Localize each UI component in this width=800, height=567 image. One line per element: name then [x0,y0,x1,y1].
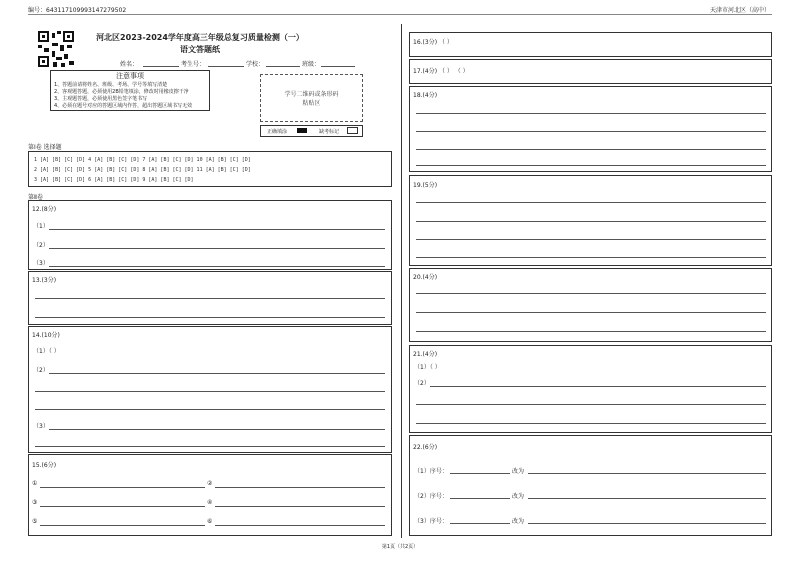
answer-line[interactable] [416,202,766,203]
q15-c5: ⑤ [32,518,38,525]
q15-c6: ⑥ [207,518,213,525]
absent-mark-checkbox[interactable] [347,127,358,134]
change-to-label: 改为 [512,493,525,500]
q14-box [28,326,392,453]
q19-title: 19.(5分) [413,182,438,189]
exam-title: 河北区2023-2024学年度高三年级总复习质量检测（一） [96,33,304,42]
correct-fill-label: 正确填涂 [267,129,288,135]
answer-line[interactable] [40,525,205,526]
answer-line[interactable] [215,525,385,526]
sequence-input[interactable] [450,523,510,524]
q21-box [409,345,772,433]
notes-item: 4、必须在题号对应的答题区域内作答，超出答题区域书写无效 [54,103,193,109]
q13-box [28,271,392,325]
q20-title: 20.(4分) [413,274,438,281]
q16-box [409,32,772,57]
school-label: 学校： [246,61,265,68]
answer-line[interactable] [416,312,766,313]
column-divider [401,24,402,538]
answer-line[interactable] [49,248,385,249]
q15-box [28,454,392,536]
mc-row[interactable]: 1 [A] [B] [C] [D] 4 [A] [B] [C] [D] 7 [A] [B] [C] [D] 10 [A] [B] [C] [D] [34,157,251,163]
answer-line[interactable] [35,298,385,299]
header-rule [28,14,772,15]
answer-line[interactable] [416,404,766,405]
name-label: 姓名： [120,61,139,68]
q22-box [409,435,772,536]
answer-line[interactable] [215,506,385,507]
answer-line[interactable] [416,149,766,150]
answer-line[interactable] [35,391,385,392]
q21-sub1: （1）（ ） [414,364,441,371]
exam-no-input[interactable] [208,66,244,67]
q12-box [28,200,392,270]
fill-legend [260,125,363,137]
notes-item: 3、主观题答题，必须使用黑色签字笔书写 [54,96,148,102]
q14-sub3: （3） [33,423,49,430]
q14-sub1: （1）（ ） [33,348,60,355]
exam-no-label: 考生号： [181,61,206,68]
notes-title: 注意事项 [116,72,144,80]
answer-line[interactable] [416,423,766,424]
q17-title: 17.(4分) （ ） （ ） [413,68,469,75]
answer-line[interactable] [49,266,385,267]
sheet-title: 语文答题纸 [180,45,220,54]
multiple-choice-box [28,151,392,187]
answer-line[interactable] [430,386,766,387]
sequence-input[interactable] [450,473,510,474]
answer-line[interactable] [416,165,766,166]
section2-label: 第Ⅱ卷 [28,194,43,201]
q22-row1-label: （1）序号： [414,468,448,475]
class-label: 班级： [302,61,321,68]
q22-row3-label: （3）序号： [414,518,448,525]
q16-title: 16.(3分) （ ） [413,39,453,46]
q12-title: 12.(8分) [32,206,57,213]
answer-line[interactable] [528,473,766,474]
answer-line[interactable] [416,293,766,294]
notes-item: 1、答题前请将姓名、班级、考场、学号等填写清楚 [54,82,168,88]
section1-label: 第Ⅰ卷 选择题 [28,144,62,151]
q15-c1: ① [32,480,38,487]
q15-title: 15.(6分) [32,462,57,469]
q12-sub3: （3） [33,260,49,267]
answer-line[interactable] [35,317,385,318]
answer-line[interactable] [40,487,205,488]
q12-sub1: （1） [33,223,49,230]
answer-line[interactable] [49,429,385,430]
q15-c4: ④ [207,499,213,506]
correct-fill-icon [297,128,307,133]
mc-row[interactable]: 3 [A] [B] [C] [D] 6 [A] [B] [C] [D] 9 [A] [B] [C] [D] [34,177,194,183]
answer-line[interactable] [35,409,385,410]
change-to-label: 改为 [512,518,525,525]
q13-title: 13.(3分) [32,277,57,284]
notes-item: 2、客观题答题，必须使用2B铅笔填涂，修改时用橡皮擦干净 [54,89,189,95]
change-to-label: 改为 [512,468,525,475]
q18-title: 18.(4分) [413,92,438,99]
q21-title: 21.(4分) [413,351,438,358]
q22-title: 22.(6分) [413,444,438,451]
answer-line[interactable] [215,487,385,488]
answer-line[interactable] [49,229,385,230]
q15-c2: ② [207,480,213,487]
q12-sub2: （2） [33,242,49,249]
serial-number: 编号：643117109993147279502 [28,7,127,14]
q18-box [409,86,772,172]
notes-box [50,70,210,111]
barcode-paste-area [260,74,363,122]
answer-line[interactable] [528,523,766,524]
answer-line[interactable] [416,131,766,132]
q19-box [409,175,772,266]
region-label: 天津市河北区（高中） [709,7,770,14]
class-input[interactable] [321,66,355,67]
answer-line[interactable] [528,498,766,499]
answer-line[interactable] [416,239,766,240]
answer-line[interactable] [40,506,205,507]
answer-line[interactable] [416,331,766,332]
answer-line[interactable] [49,373,385,374]
q15-c3: ③ [32,499,38,506]
answer-line[interactable] [35,446,385,447]
absent-mark-label: 缺考标记 [319,129,340,135]
q14-sub2: （2） [33,367,49,374]
q22-row2-label: （2）序号： [414,493,448,500]
page-number: 第1页（共2页） [381,544,419,550]
answer-line[interactable] [416,257,766,258]
barcode-label: 学号二维码或条形码 [284,91,339,98]
sequence-input[interactable] [450,498,510,499]
answer-line[interactable] [416,221,766,222]
q14-title: 14.(10分) [32,332,60,339]
barcode-sublabel: 粘贴区 [302,100,321,107]
name-input[interactable] [143,66,179,67]
answer-line[interactable] [416,113,766,114]
q20-box [409,268,772,342]
q17-box [409,59,772,84]
q21-sub2: （2） [414,380,430,387]
mc-row[interactable]: 2 [A] [B] [C] [D] 5 [A] [B] [C] [D] 8 [A] [B] [C] [D] 11 [A] [B] [C] [D] [34,167,251,173]
school-input[interactable] [266,66,300,67]
